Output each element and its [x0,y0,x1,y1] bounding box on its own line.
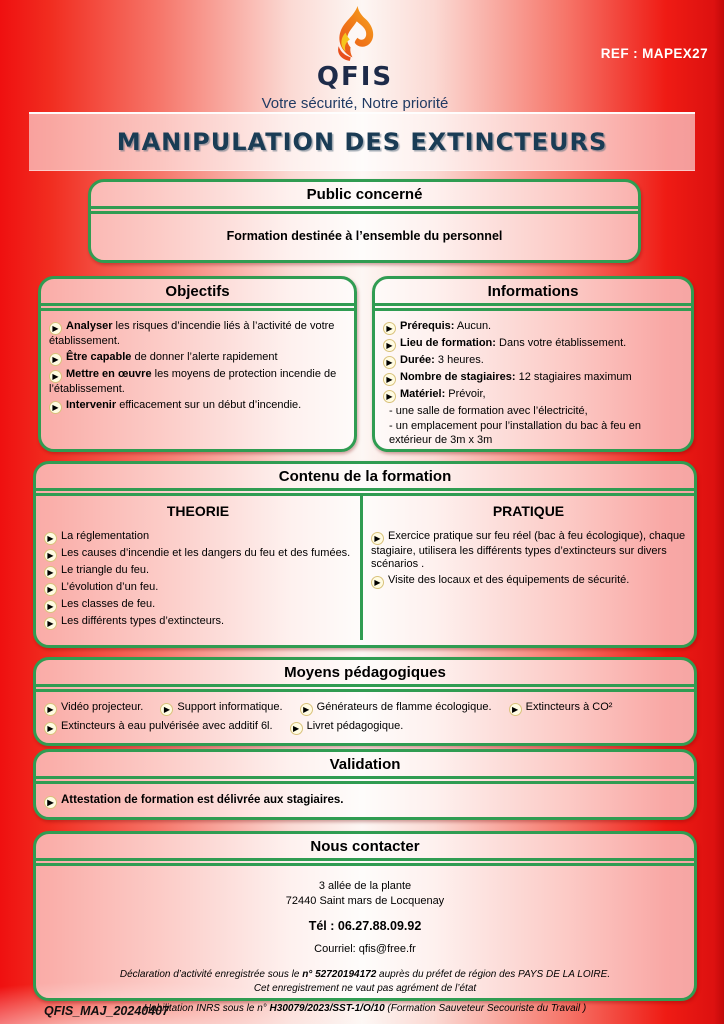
contact-email: Courriel: qfis@free.fr [314,943,416,956]
document-version: QFIS_MAJ_20240407 [44,1004,170,1018]
item-text: Exercice pratique sur feu réel (bac à feu écologique), chaque stagiaire, utilisera les différents types d’extincteurs sur divers scénarios . [371,529,686,571]
list-item [383,337,683,352]
play-bullet-icon: ▶ [300,703,313,716]
panel-title: Objectifs [41,279,354,306]
panel-moyens-pedagogiques [33,657,697,746]
column-pratique [363,496,694,640]
sub-item: - un emplacement pour l’installation du bac à feu en extérieur de 3m x 3m [389,419,641,446]
item-text: Générateurs de flamme écologique. [316,701,492,713]
item-text: Les différents types d’extincteurs. [61,614,225,627]
item-text: 12 stagiaires maximum [515,371,632,383]
brand-logo [225,4,485,112]
list-item [371,530,686,573]
play-bullet-icon: ▶ [49,322,62,335]
play-bullet-icon: ▶ [290,722,303,735]
item-text: Vidéo projecteur. [61,701,144,713]
panel-title: Nous contacter [36,834,694,861]
item-text: Visite des locaux et des équipements de sécurité. [388,574,630,586]
panel-informations [372,276,694,452]
play-bullet-icon: ▶ [160,703,173,716]
panel-body [375,308,691,456]
item-text: La réglementation [61,529,150,542]
right-edge-shade [714,0,724,1024]
list-item [44,793,686,809]
list-item [49,351,346,366]
item-lead: Intervenir [66,398,117,411]
list-item [509,701,613,713]
panel-title: Contenu de la formation [36,464,694,491]
list-item [383,388,683,403]
item-lead: Matériel: [400,388,446,400]
brand-name: QFIS [316,62,394,92]
declaration-line2: Cet enregistrement ne vaut pas agrément de l’état [253,982,477,994]
item-lead: Nombre de stagiaires: [400,371,516,383]
inline-list-row [44,701,686,716]
play-bullet-icon: ▶ [383,322,396,335]
item-lead: Durée: [400,354,435,366]
list-item [290,720,404,732]
play-bullet-icon: ▶ [383,373,396,386]
contact-address-line1: 3 allée de la plante [318,880,412,892]
play-bullet-icon: ▶ [383,390,396,403]
ref-badge: REF : MAPEX27 [600,46,708,61]
play-bullet-icon: ▶ [49,370,62,383]
panel-body [36,863,694,1024]
panel-title: Public concerné [91,182,638,209]
item-text: Support informatique. [177,701,283,713]
list-item [49,399,346,414]
declaration-text: auprès du préfet de région des PAYS DE LA LOIRE. [376,969,611,981]
registration-declaration [44,968,686,995]
list-item [383,354,683,369]
item-text: 3 heures. [434,354,484,366]
play-bullet-icon: ▶ [49,401,62,414]
panel-body: Formation destinée à l’ensemble du personnel [91,211,638,253]
list-item [44,720,273,732]
play-bullet-icon: ▶ [383,339,396,352]
list-item [383,320,683,335]
list-item [383,371,683,386]
play-bullet-icon: ▶ [371,532,384,545]
panel-public-concerne [88,179,641,263]
panel-body [36,493,694,640]
item-text: les risques d’incendie liés à l’activité de votre établissement. [49,320,335,347]
panel-validation [33,749,697,820]
item-text: Livret pédagogique. [306,720,404,732]
play-bullet-icon: ▶ [371,576,384,589]
panel-title: Validation [36,752,694,779]
brand-tagline: Votre sécurité, Notre priorité [261,95,449,112]
list-item [160,701,282,713]
habilitation-text: (Formation Sauveteur Secouriste du Travail ) [384,1003,587,1015]
item-text: Extincteurs à CO² [525,701,613,713]
page-title: MANIPULATION DES EXTINCTEURS [116,128,608,156]
sub-item: - une salle de formation avec l’électricité, [389,405,588,417]
list-item [44,701,143,713]
list-item [44,564,352,579]
list-item [49,368,346,397]
habilitation-text: Habilitation INRS sous le n° [143,1003,270,1015]
page-title-banner [29,112,695,171]
item-lead: Lieu de formation: [400,337,496,349]
play-bullet-icon: ▶ [383,356,396,369]
item-lead: Mettre en œuvre [66,367,152,380]
panel-title: Moyens pédagogiques [36,660,694,687]
play-bullet-icon: ▶ [509,703,522,716]
play-bullet-icon: ▶ [44,600,57,613]
declaration-number: n° 52720194172 [302,969,377,981]
habilitation-number: H30079/2023/SST-1/O/10 [269,1003,385,1015]
panel-contenu-formation [33,461,697,648]
item-text: Aucun. [454,320,492,332]
item-text: Attestation de formation est délivrée aux stagiaires. [61,794,344,806]
list-item [44,547,352,562]
column-title: THEORIE [166,503,230,519]
panel-body [36,689,694,747]
play-bullet-icon: ▶ [44,703,57,716]
item-text: Extincteurs à eau pulvérisée avec additif 6l. [61,720,273,732]
item-text: L’évolution d’un feu. [61,580,159,593]
item-lead: Analyser [66,320,113,332]
list-item [44,615,352,630]
list-item [371,574,686,589]
list-item [44,581,352,596]
item-text: Les classes de feu. [61,597,156,610]
item-text: Le triangle du feu. [61,563,150,576]
inline-list-row [44,720,686,735]
item-text: les moyens de protection incendie de l’établissement. [49,367,337,395]
play-bullet-icon: ▶ [44,532,57,545]
item-text: Dans votre établissement. [495,337,627,349]
item-text: efficacement sur un début d’incendie. [116,398,302,411]
list-item [44,530,352,545]
column-theorie [36,496,363,640]
play-bullet-icon: ▶ [44,722,57,735]
item-text: de donner l’alerte rapidement [131,350,278,363]
item-text: Prévoir, [445,388,486,400]
panel-body [36,781,694,819]
item-lead: Prérequis: [400,320,455,332]
list-item [44,598,352,613]
play-bullet-icon: ▶ [49,353,62,366]
panel-body [41,308,354,424]
list-item [300,701,492,713]
list-item [49,320,346,349]
contact-phone: Tél : 06.27.88.09.92 [308,918,422,933]
panel-objectifs [38,276,357,452]
column-title: PRATIQUE [492,503,565,519]
contact-address-line2: 72440 Saint mars de Locquenay [285,895,445,908]
item-lead: Être capable [66,350,132,363]
play-bullet-icon: ▶ [44,617,57,630]
flame-icon [325,4,385,68]
play-bullet-icon: ▶ [44,549,57,562]
item-text: Les causes d’incendie et les dangers du feu et des fumées. [61,546,351,559]
play-bullet-icon: ▶ [44,583,57,596]
declaration-text: Déclaration d’activité enregistrée sous le [119,969,303,981]
panel-title: Informations [375,279,691,306]
play-bullet-icon: ▶ [44,566,57,579]
play-bullet-icon: ▶ [44,796,57,809]
